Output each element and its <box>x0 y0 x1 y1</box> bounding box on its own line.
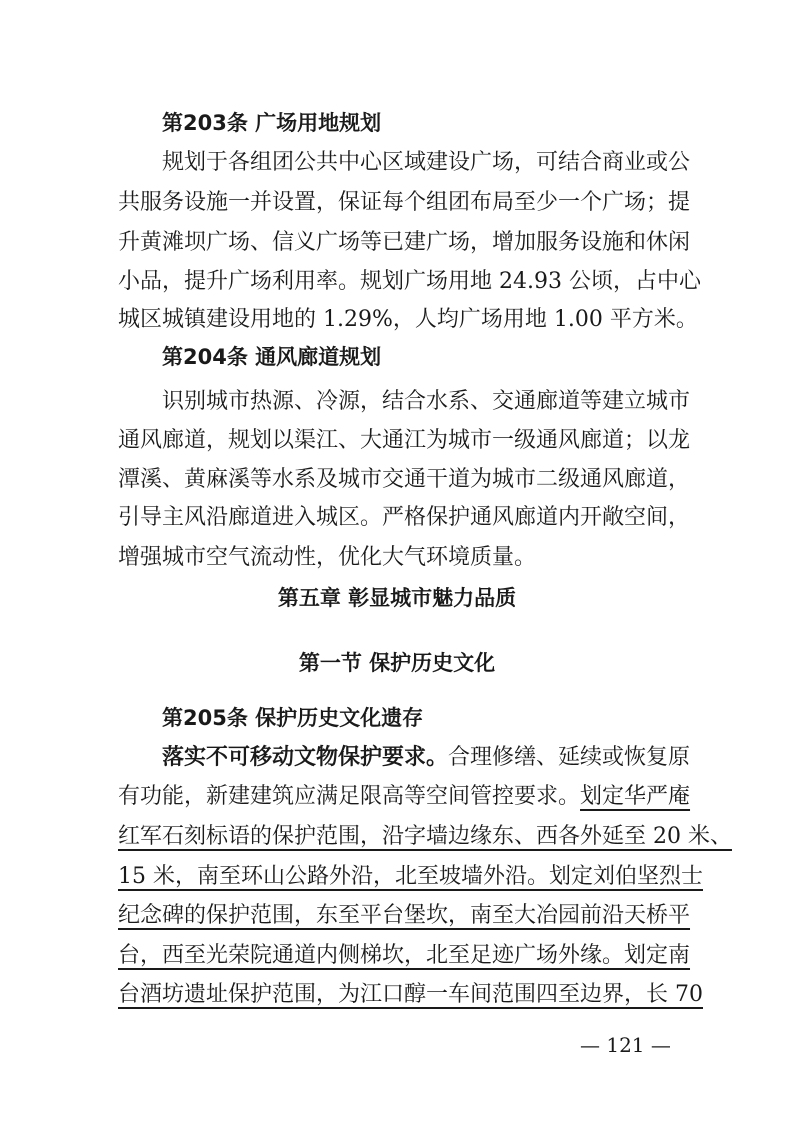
underlined-line: 纪念碑的保护范围，东至平台堡坎，南至大冶园前沿天桥平 <box>118 903 691 928</box>
paragraph-line: 识别城市热源、冷源，结合水系、交通廊道等建立城市 <box>162 389 691 414</box>
paragraph-line <box>118 783 691 811</box>
underlined-text: 划定华严庵 <box>580 784 691 809</box>
article-heading: 第204条 通风廊道规划 <box>162 345 382 369</box>
underlined-line: 15 米，南至环山公路外沿，北至坡墙外沿。划定刘伯坚烈士 <box>118 864 703 889</box>
paragraph-line: 潭溪、黄麻溪等水系及城市交通干道为城市二级通风廊道， <box>118 467 691 492</box>
underlined-line: 台酒坊遗址保护范围，为江口醇一车间范围四至边界，长 70 <box>118 982 703 1007</box>
underlined-line: 红军石刻标语的保护范围，沿字墙边缘东、西各外延至 20 米、 <box>118 824 732 849</box>
paragraph-line: 城区城镇建设用地的 1.29%，人均广场用地 1.00 平方米。 <box>118 307 698 332</box>
paragraph-line: 共服务设施一并设置，保证每个组团布局至少一个广场；提 <box>118 190 691 215</box>
underlined-line: 台，西至光荣院通道内侧梯坎，北至足迹广场外缘。划定南 <box>118 943 691 968</box>
paragraph-line: 增强城市空气流动性，优化大气环境质量。 <box>118 545 537 570</box>
paragraph-line: 升黄滩坝广场、信义广场等已建广场，增加服务设施和休闲 <box>118 230 691 255</box>
article-heading: 第205条 保护历史文化遗存 <box>162 706 424 730</box>
paragraph-line: 通风廊道，规划以渠江、大通江为城市一级通风廊道；以龙 <box>118 428 691 453</box>
paragraph-line: 引导主风沿廊道进入城区。严格保护通风廊道内开敞空间， <box>118 505 691 530</box>
paragraph-line <box>162 744 691 772</box>
page-number: — 121 — <box>580 1033 671 1057</box>
article-heading: 第203条 广场用地规划 <box>162 111 382 135</box>
chapter-title: 第五章 彰显城市魅力品质 <box>277 586 517 610</box>
paragraph-line: 规划于各组团公共中心区域建设广场，可结合商业或公 <box>162 150 691 175</box>
plain-text: 有功能，新建建筑应满足限高等空间管控要求。 <box>118 784 581 809</box>
paragraph-line: 小品，提升广场利用率。规划广场用地 24.93 公顷，占中心 <box>118 269 701 294</box>
section-title: 第一节 保护历史文化 <box>298 651 496 675</box>
bold-lead: 落实不可移动文物保护要求。 <box>162 745 449 770</box>
lead-text: 合理修缮、延续或恢复原 <box>448 745 691 770</box>
